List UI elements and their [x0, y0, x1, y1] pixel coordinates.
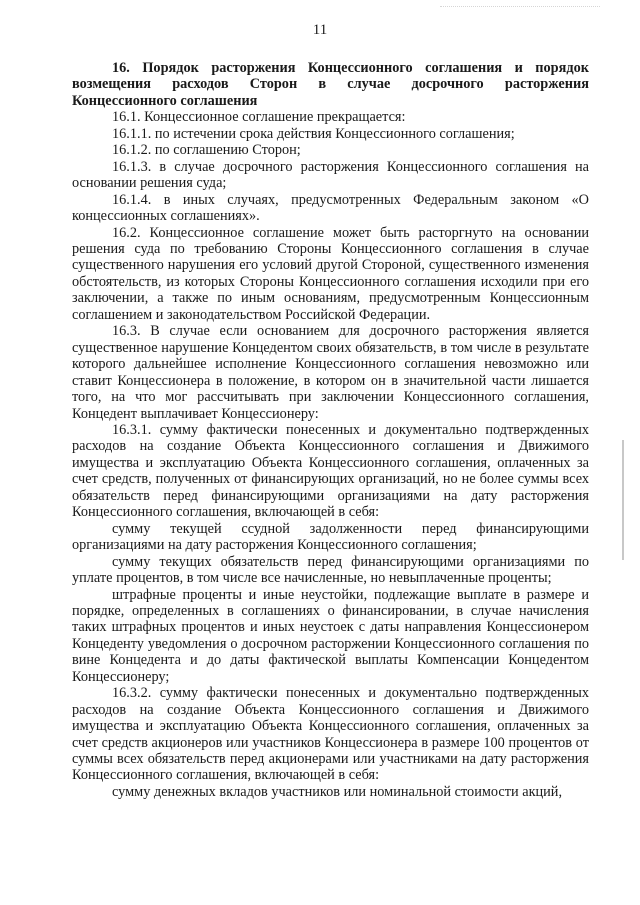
paragraph: сумму текущих обязательств перед финансирующими организациями по уплате процентов, в том числе все начисленные, но невыплаченные проценты; [72, 553, 589, 587]
paragraph: штрафные проценты и иные неустойки, подлежащие выплате в размере и порядке, определенных в соглашениях о финансировании, в случае начисления таких штрафных процентов и иных неустоек с даты направления Концессионером Концеденту уведомления о досрочном расторжении Концессионного соглашения по вине Концедента и до даты фактической выплаты Компенсации Концедентом Концессионеру; [72, 586, 589, 685]
scan-artifact [440, 6, 600, 10]
paragraph: 16.1.2. по соглашению Сторон; [112, 142, 301, 159]
paragraph: сумму денежных вкладов участников или номинальной стоимости акций, [112, 783, 563, 800]
scan-artifact [622, 440, 624, 560]
page-number: 11 [312, 22, 328, 38]
paragraph: 16.1.4. в иных случаях, предусмотренных Федеральным законом «О концессионных соглашениях». [72, 191, 589, 225]
paragraph: 16.1. Концессионное соглашение прекращается: [112, 109, 406, 126]
paragraph: 16.3.1. сумму фактически понесенных и документально подтвержденных расходов на создание Объекта Концессионного соглашения и Движимого имущества и эксплуатацию Объекта Концессионного соглашения, оплаченных за счет средств, полученных от финансирующих организаций, но не более суммы всех обязательств перед финансирующими организациями на дату расторжения Концессионного соглашения, включающей в себя: [72, 421, 589, 521]
paragraph: сумму текущей ссудной задолженности перед финансирующими организациями на дату расторжения Концессионного соглашения; [72, 520, 589, 554]
section-heading: 16. Порядок расторжения Концессионного соглашения и порядок возмещения расходов Сторон в случае досрочного расторжения Концессионного соглашения [72, 60, 589, 109]
paragraph: 16.1.3. в случае досрочного расторжения Концессионного соглашения на основании решения суда; [72, 158, 589, 192]
paragraph: 16.1.1. по истечении срока действия Концессионного соглашения; [112, 125, 515, 142]
paragraph: 16.3. В случае если основанием для досрочного расторжения является существенное нарушение Концедентом своих обязательств, в том числе в результате которого дальнейшее исполнение Концессионного соглашения невозможно или ставит Концессионера в положение, в котором он в значительной части лишается того, на что мог рассчитывать при заключении Концессионного соглашения, Концедент выплачивает Концессионеру: [72, 323, 589, 422]
paragraph: 16.2. Концессионное соглашение может быть расторгнуто на основании решения суда по требованию Стороны Концессионного соглашения в случае существенного нарушения его условий другой Стороной, существенного изменения обстоятельств, из которых Стороны Концессионного соглашения исходили при его заключении, а также по иным основаниям, предусмотренным Концессионным соглашением и законодательством Российской Федерации. [72, 224, 589, 323]
document-body [72, 60, 589, 800]
paragraph: 16.3.2. сумму фактически понесенных и документально подтвержденных расходов на создание Объекта Концессионного соглашения и Движимого имущества и эксплуатацию Объекта Концессионного соглашения, оплаченных за счет средств акционеров или участников Концессионера в размере 100 процентов от суммы всех обязательств перед акционерами или участниками на дату расторжения Концессионного соглашения, включающей в себя: [72, 685, 589, 784]
